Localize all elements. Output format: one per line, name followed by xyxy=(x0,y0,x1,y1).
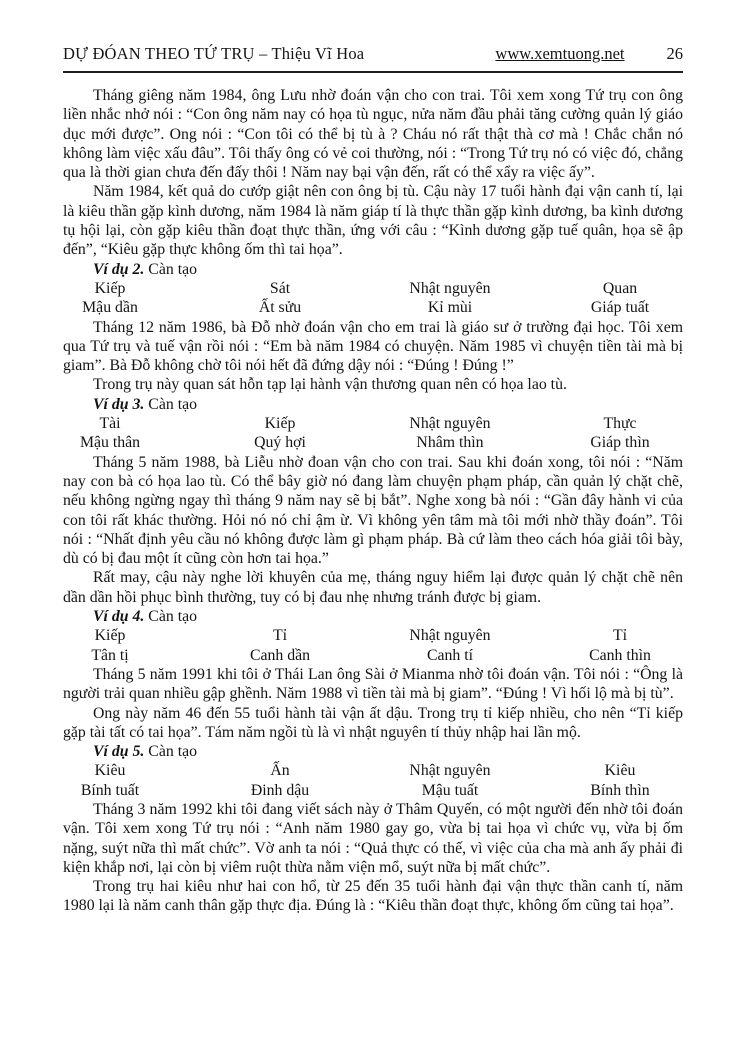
example-label: Ví dụ 3. xyxy=(93,395,145,413)
paragraph: Tháng 12 năm 1986, bà Đỗ nhờ đoán vận cho em trai là giáo sư ở trường đại học. Tôi xem qua Tứ trụ và tuế vận rồi nói : “Em bà năm 1984 có chuyện. Năm 1985 vì chuyện tiền tài mà bị giam”. Bà Đỗ không chờ tôi nói hết đã đứng dậy nói : “Đúng ! Đúng !” xyxy=(63,318,683,375)
table-header-cell: Nhật nguyên xyxy=(409,762,491,780)
table-header-cell: Quan xyxy=(602,279,638,297)
table-header-cell: Nhật nguyên xyxy=(409,415,491,433)
example-label: Ví dụ 5. xyxy=(93,743,145,761)
table-header-cell: Ấn xyxy=(270,762,290,780)
example-label: Ví dụ 2. xyxy=(93,260,145,278)
paragraph: Tháng 5 năm 1988, bà Liễu nhờ đoan vận cho con trai. Sau khi đoán xong, tôi nói : “Năm nay con bà có họa lao tù. Có thể bây giờ nó đang làm chuyện phạm pháp, cần quản lý chặt chẽ, nếu không ngừng ngay thì tháng 9 năm nay sẽ bị bắt”. Nghe xong bà nói : “Gần đây hành vi của con tôi rất khác thường. Hỏi nó nó chỉ ậm ừ. Vì không yên tâm mà tôi mới nhờ thầy đoán”. Tôi nói : “Nhất định yêu cầu nó không được làm gì phạm pháp. Bà cứ làm theo cách hóa giải tôi bày, dù có bị đau một ít cũng còn hơn tai họa.” xyxy=(63,453,683,568)
table-value-cell: Canh tí xyxy=(426,646,474,664)
table-value-cell: Bính thìn xyxy=(590,781,650,799)
table-header-cell: Kiêu xyxy=(604,762,636,780)
book-title: DỰ ĐÓAN THEO TỨ TRỤ – Thiệu Vĩ Hoa xyxy=(63,44,365,63)
page-header xyxy=(63,44,683,64)
table-header-cell: Tỉ xyxy=(272,627,288,645)
table-value-cell: Kỉ mùi xyxy=(427,299,473,317)
table-value-cell: Mậu tuất xyxy=(421,781,479,799)
header-rule xyxy=(63,71,683,73)
table-value-cell: Ất sửu xyxy=(258,299,302,317)
table-header-cell: Thực xyxy=(603,415,637,433)
paragraph: Trong trụ hai kiêu như hai con hổ, từ 25 đến 35 tuổi hành đại vận thực thần canh tí, năm 1980 lại là năm canh thân gặp thực địa. Đúng là : “Kiêu thần đoạt thực, không ốm cũng tai họa”. xyxy=(63,878,683,915)
table-header-cell: Kiêu xyxy=(94,762,126,780)
table-value-cell: Nhâm thìn xyxy=(416,434,484,452)
example-heading xyxy=(63,395,683,414)
paragraph: Rất may, cậu này nghe lời khuyên của mẹ, tháng nguy hiểm lại được quản lý chặt chẽ nên dần dần hồi phục bình thường, tuy có bị đau nhẹ nhưng tránh được bị giam. xyxy=(63,569,683,606)
paragraph: Trong trụ này quan sát hỗn tạp lại hành vận thương quan nên có họa lao tù. xyxy=(93,376,567,394)
table-header-cell: Kiếp xyxy=(94,627,126,645)
table-value-cell: Mậu dần xyxy=(82,299,138,317)
table-value-cell: Bính tuất xyxy=(80,781,140,799)
paragraph: Tháng 5 năm 1991 khi tôi ở Thái Lan ông Sài ở Mianma nhờ tôi đoán vận. Tôi nói : “Ông là người trải quan nhiều gập ghềnh. Năm 1988 vì tiền tài mà bị giam”. “Đúng ! Vì hối lộ mà bị tù”. xyxy=(63,665,683,703)
table-header-cell: Kiếp xyxy=(264,415,296,433)
example-heading xyxy=(63,607,683,626)
paragraph: Tháng 3 năm 1992 khi tôi đang viết sách này ở Thâm Quyến, có một người đến nhờ tôi đoán vận. Tôi xem xong Tứ trụ nói : “Anh năm 1980 gay go, vừa bị tai họa vì chức vụ, vừa bị ốm nặng, suýt nữa thì mất chức”. Vờ anh ta nói : “Quả thực có thế, vì việc của cha mà anh ấy phải đi kiện khắp nơi, lại còn bị viêm ruột thừa nằm viện mổ, suýt nữa bị mất chức”. xyxy=(63,800,683,876)
table-header-cell: Nhật nguyên xyxy=(409,279,491,297)
table-value-cell: Mậu thân xyxy=(79,434,141,452)
table-value-cell: Canh thìn xyxy=(589,646,651,664)
example-suffix: Càn tạo xyxy=(144,608,198,626)
example-suffix: Càn tạo xyxy=(144,743,198,761)
table-header-cell: Tài xyxy=(99,415,121,433)
table-header-cell: Kiếp xyxy=(94,279,126,297)
example-suffix: Càn tạo xyxy=(144,260,198,278)
table-value-cell: Đinh dậu xyxy=(250,781,310,799)
table-value-cell: Canh dần xyxy=(249,646,311,664)
example-heading xyxy=(63,260,683,279)
site-url-link[interactable]: www.xemtuong.net xyxy=(495,44,625,63)
pillar-table xyxy=(25,414,705,453)
page-body xyxy=(63,86,683,916)
paragraph: Năm 1984, kết quả do cướp giật nên con ông bị tù. Cậu này 17 tuổi hành đại vận canh tí, lại là kiêu thần gặp kình dương, năm 1984 là năm giáp tí là thực thần gặp kình dương, ba kình dương tụ hội lại, còn gặp kiêu thần đoạt thực thần, ứng với câu : “Kình dương gặp tuế quân, họa sẽ ập đến”, “Kiêu gặp thực không ốm thì tai họa”. xyxy=(63,183,683,259)
table-header-cell: Tỉ xyxy=(612,627,628,645)
table-header-cell: Nhật nguyên xyxy=(409,627,491,645)
table-header-cell: Sát xyxy=(269,279,291,297)
paragraph: Ong này năm 46 đến 55 tuổi hành tài vận ất dậu. Trong trụ tỉ kiếp nhiều, cho nên “Tỉ kiếp gặp tài tất có tai họa”. Tám năm ngồi tù là vì nhật nguyên tí thủy nhập hai lần mộ. xyxy=(63,704,683,741)
pillar-table xyxy=(25,626,705,665)
paragraph: Tháng giêng năm 1984, ông Lưu nhờ đoán vận cho con trai. Tôi xem xong Tứ trụ con ông liền nhắc nhở nói : “Con ông năm nay có họa tù ngục, nửa năm đầu phải tăng cường quản lý giáo dục mới được”. Ong nói : “Con tôi có thể bị tù à ? Cháu nó rất thật thà cơ mà ! Chắc chắn nó không làm việc xấu đâu”. Tôi thấy ông có vẻ coi thường, nói : “Trong Tứ trụ nó có việc đó, chẳng qua là thời gian chưa đến đấy thôi ! Năm nay bại vận đến, rất có thể xẩy ra việc ấy”. xyxy=(63,87,683,182)
pillar-table xyxy=(25,279,705,318)
example-heading xyxy=(63,742,683,761)
table-value-cell: Tân tị xyxy=(91,646,129,664)
pillar-table xyxy=(25,761,705,800)
table-value-cell: Giáp tuất xyxy=(590,299,650,317)
table-value-cell: Quý hợi xyxy=(254,434,306,452)
table-value-cell: Giáp thìn xyxy=(590,434,650,452)
example-label: Ví dụ 4. xyxy=(93,608,145,626)
example-suffix: Càn tạo xyxy=(144,395,198,413)
page-number: 26 xyxy=(666,44,683,63)
